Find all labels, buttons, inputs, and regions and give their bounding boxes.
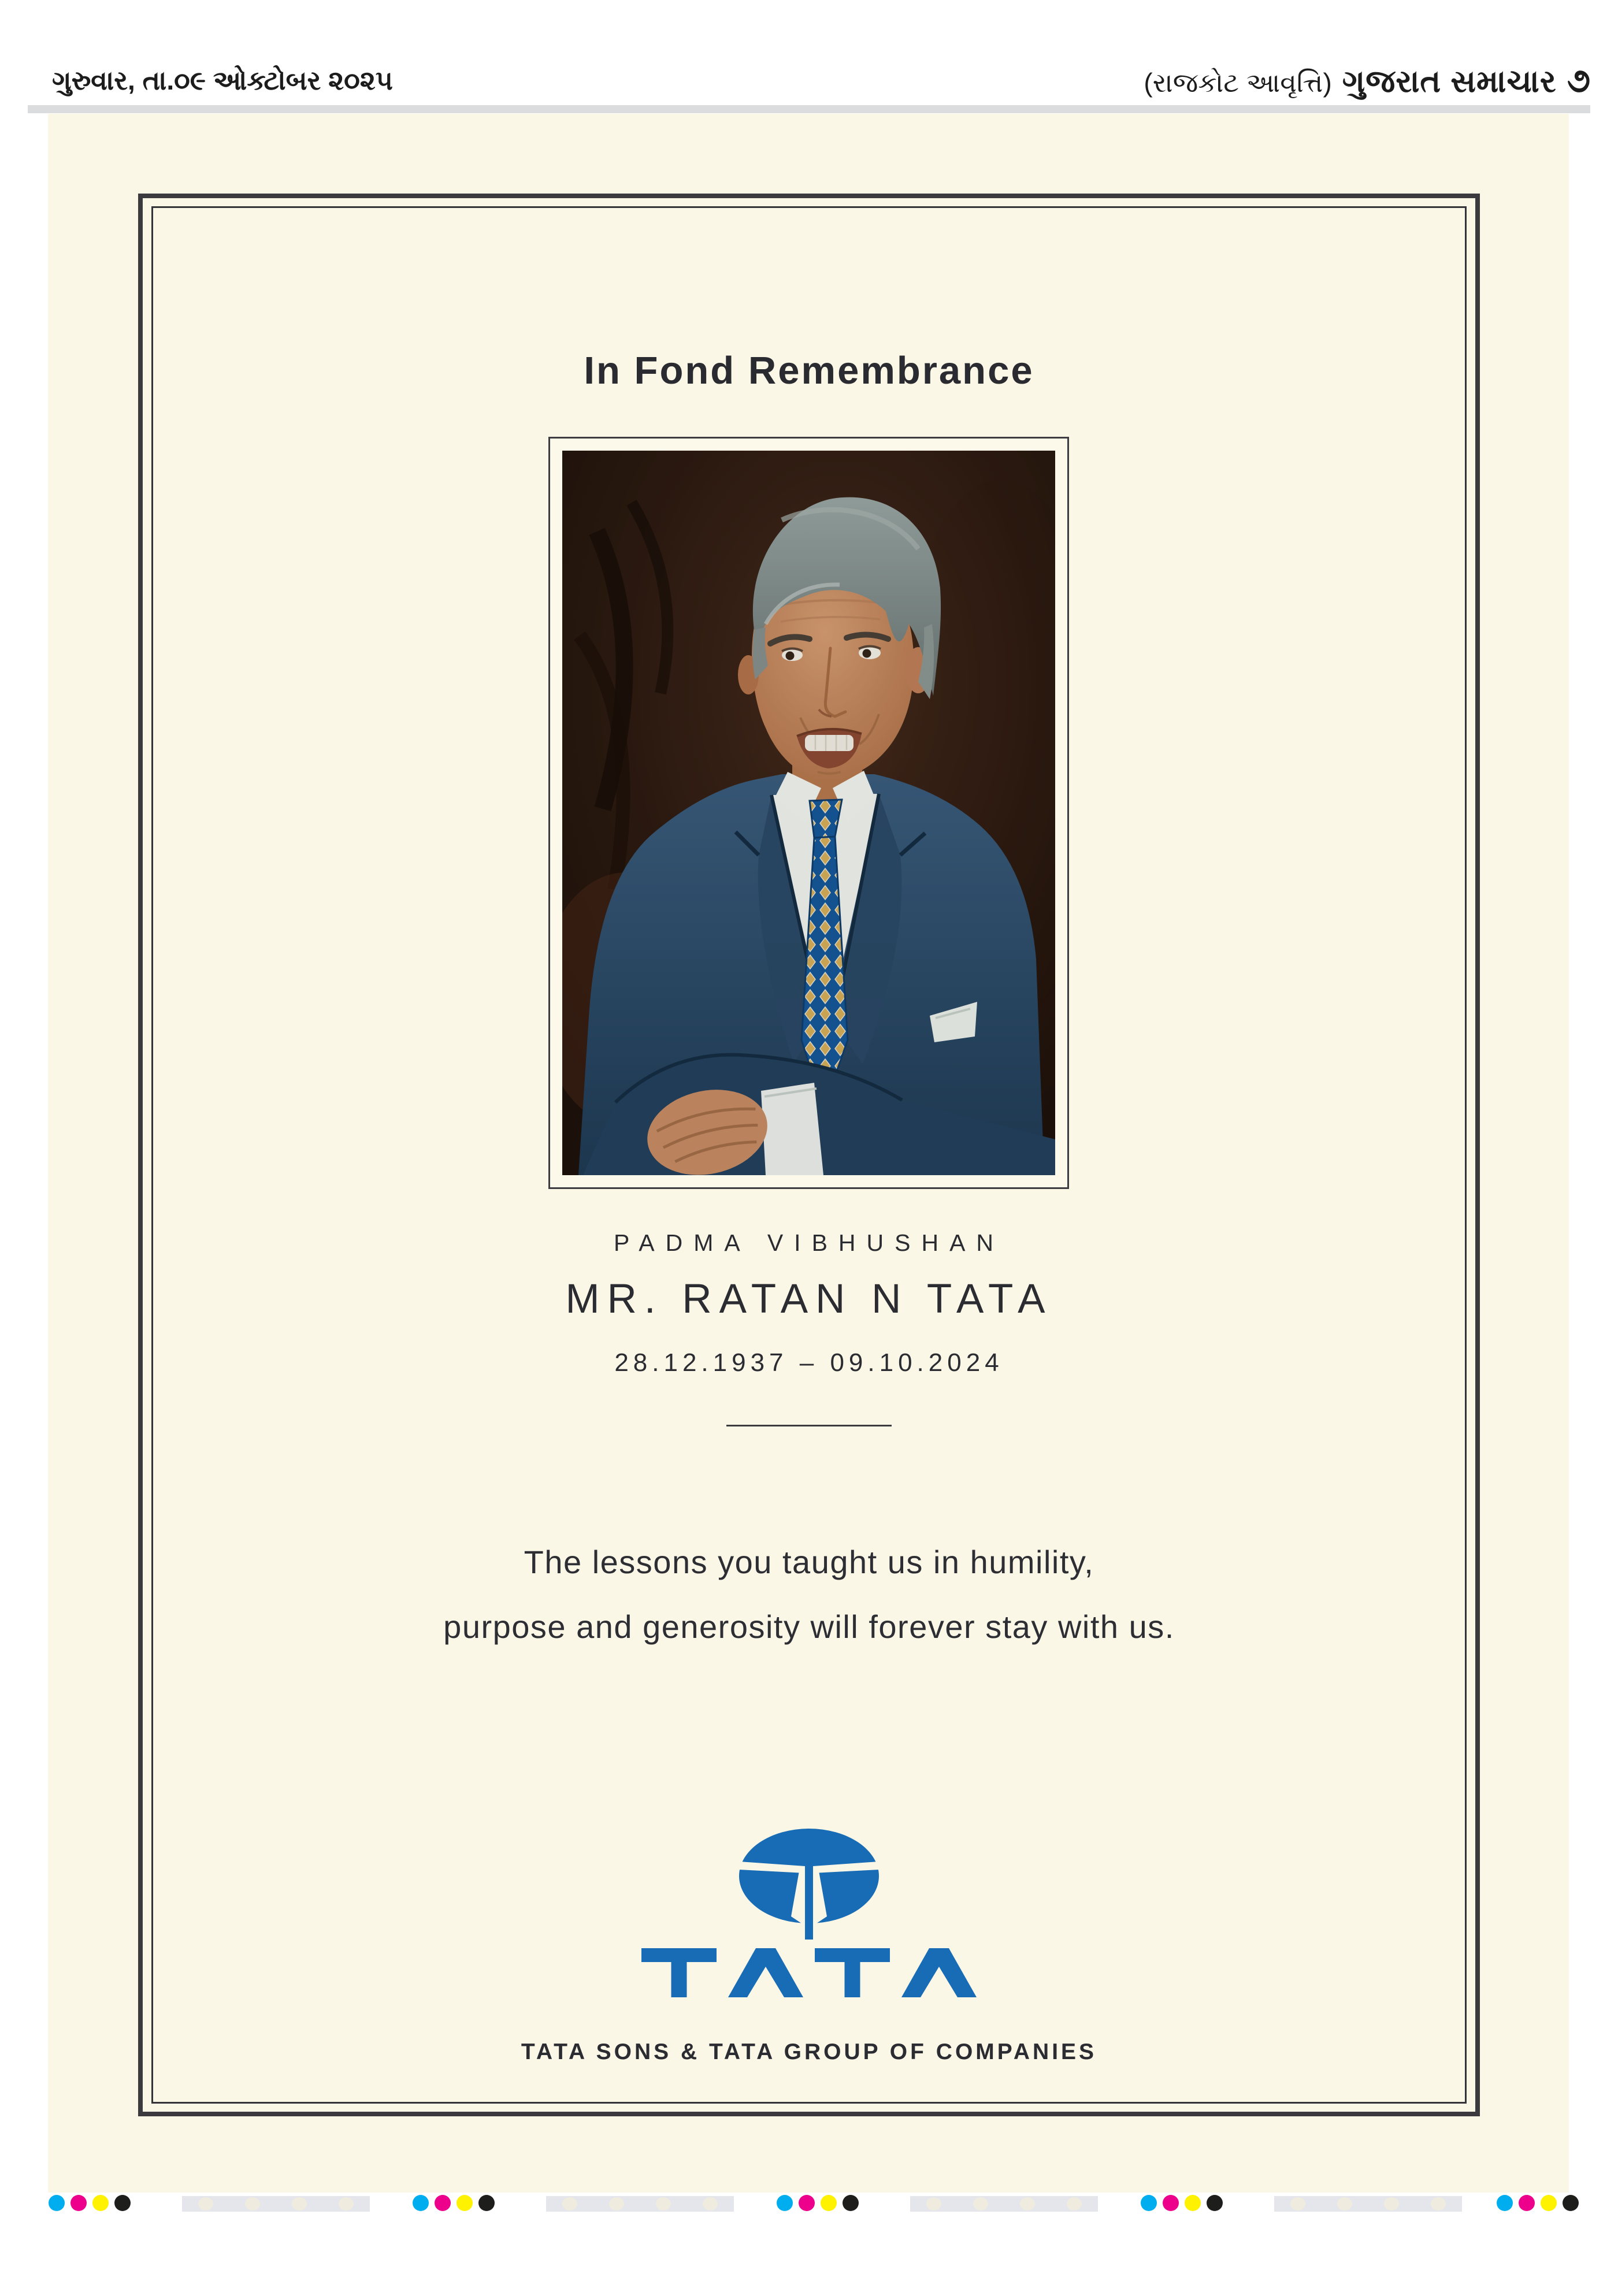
tribute-line-2: purpose and generosity will forever stay with us.: [443, 1608, 1175, 1645]
life-dates: 28.12.1937 – 09.10.2024: [614, 1348, 1004, 1377]
registration-bar: [546, 2196, 734, 2212]
cmyk-dots: [49, 2195, 131, 2211]
cmyk-dots: [1141, 2195, 1223, 2211]
masthead-block: [1144, 61, 1590, 101]
honorific-label: PADMA VIBHUSHAN: [613, 1229, 1005, 1256]
advert-title: In Fond Remembrance: [584, 349, 1034, 392]
masthead-title: ગુજરાત સમાચાર: [1342, 64, 1557, 99]
print-registration-row: [0, 2195, 1618, 2212]
tribute-line-1: The lessons you taught us in humility,: [524, 1544, 1094, 1580]
registration-bar: [910, 2196, 1098, 2212]
person-name: MR. RATAN N TATA: [565, 1276, 1053, 1322]
tata-logo-icon: [737, 1827, 881, 1940]
header-divider-strip: [28, 105, 1590, 113]
cmyk-dots: [1497, 2195, 1579, 2211]
edition-label: (રાજકોટ આવૃત્તિ): [1144, 68, 1332, 98]
tribute-text: [0, 1530, 1618, 1659]
divider-rule: [726, 1425, 892, 1426]
registration-bar: [1274, 2196, 1462, 2212]
page-number: ૭: [1567, 62, 1590, 99]
cmyk-dots: [777, 2195, 859, 2211]
registration-bar: [182, 2196, 370, 2212]
portrait-photo-frame: [548, 437, 1069, 1189]
tata-wordmark-text: [0, 0, 1, 1]
edition-date: ગુરુવાર, તા.૦૯ ઓક્ટોબર ૨૦૨૫: [52, 65, 394, 95]
advertiser-signature: TATA SONS & TATA GROUP OF COMPANIES: [521, 2039, 1097, 2064]
tata-wordmark: [641, 1948, 977, 1997]
cmyk-dots: [413, 2195, 495, 2211]
portrait-photo: [562, 451, 1055, 1175]
